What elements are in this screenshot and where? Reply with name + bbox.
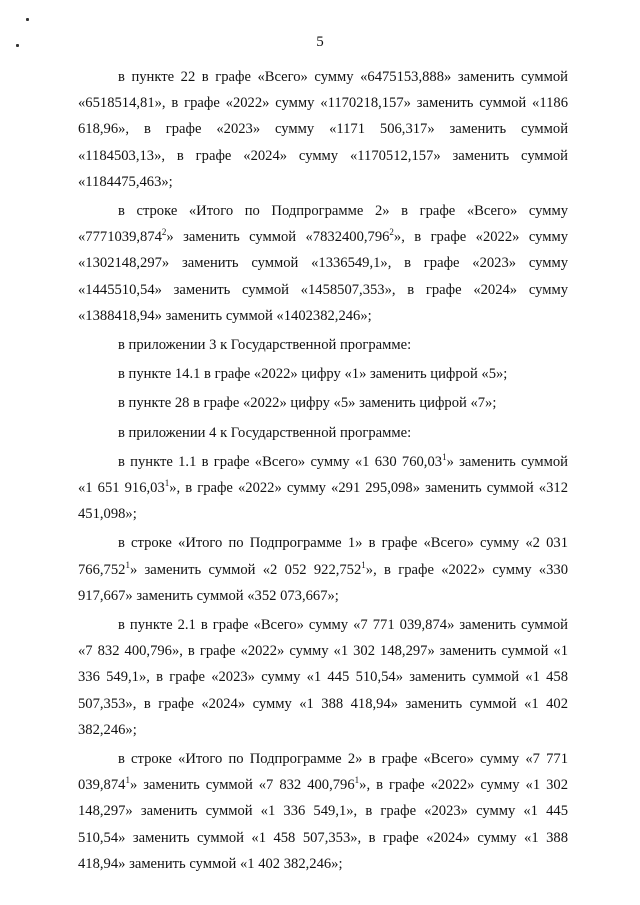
paragraph xyxy=(78,612,568,743)
paragraph xyxy=(78,746,568,877)
footnote-marker: 1 xyxy=(164,478,170,489)
paragraph xyxy=(78,64,568,195)
paragraph-text: в строке «Итого по Подпрограмме 2» в графе «Всего» сумму «7 771 039,874 xyxy=(78,751,568,794)
paragraph-text: », в графе «2022» сумму «1302148,297» заменить суммой «1336549,1», в графе «2023» сумму «1445510,54» заменить суммой «1458507,353», в графе «2024» сумму «1388418,94» заменить суммой «1402382,246»; xyxy=(78,229,569,324)
page-number: 5 xyxy=(316,34,324,50)
footnote-marker: 2 xyxy=(389,227,394,238)
document-body xyxy=(78,64,568,880)
paragraph xyxy=(78,530,568,609)
paragraph-text: в строке «Итого по Подпрограмме 2» в графе «Всего» сумму «7771039,874 xyxy=(78,203,568,246)
scan-speck xyxy=(16,44,19,47)
paragraph-text: », в графе «2022» сумму «330 917,667» заменить суммой «352 073,667»; xyxy=(78,561,568,604)
paragraph xyxy=(78,390,568,416)
paragraph-text: », в графе «2022» сумму «291 295,098» заменить суммой «312 451,098»; xyxy=(78,480,568,523)
scan-speck xyxy=(26,18,29,21)
paragraph-text: в пункте 22 в графе «Всего» сумму «6475153,888» заменить суммой «6518514,81», в графе «2022» сумму «1170218,157» заменить суммой «1186 618,96», в графе «2023» сумму «1171 506,317» заменить суммой «1184503,13», в графе «2024» сумму «1170512,157» заменить суммой «1184475,463»; xyxy=(78,69,568,190)
paragraph-text: в пункте 28 в графе «2022» цифру «5» заменить цифрой «7»; xyxy=(118,395,497,412)
paragraph-text: в пункте 14.1 в графе «2022» цифру «1» заменить цифрой «5»; xyxy=(118,366,508,383)
paragraph-text: » заменить суммой «7832400,796 xyxy=(166,229,390,246)
paragraph-text: » заменить суммой «1 651 916,03 xyxy=(78,453,568,497)
paragraph xyxy=(78,420,568,446)
footnote-marker: 1 xyxy=(354,775,360,786)
paragraph-text: в приложении 3 к Государственной программе: xyxy=(118,337,412,354)
paragraph-text: в приложении 4 к Государственной программе: xyxy=(118,424,412,441)
footnote-marker: 1 xyxy=(361,559,366,570)
footnote-marker: 2 xyxy=(161,227,167,238)
paragraph-text: » заменить суммой «2 052 922,752 xyxy=(129,561,362,578)
paragraph-text: », в графе «2022» сумму «1 302 148,297» заменить суммой «1 336 549,1», в графе «2023» сумму «1 445 510,54» заменить суммой «1 458 507,353», в графе «2024» сумму «1 388 418,94» заменить суммой «1 402 382,246»; xyxy=(78,777,569,872)
footnote-marker: 1 xyxy=(442,451,447,462)
paragraph xyxy=(78,449,568,528)
paragraph-text: в строке «Итого по Подпрограмме 1» в графе «Всего» сумму «2 031 766,752 xyxy=(78,535,568,578)
paragraph xyxy=(78,332,568,358)
paragraph-text: в пункте 2.1 в графе «Всего» сумму «7 771 039,874» заменить суммой «7 832 400,796», в графе «2022» сумму «1 302 148,297» заменить суммой «1 336 549,1», в графе «2023» сумму «1 445 510,54» заменить суммой «1 458 507,353», в графе «2024» сумму «1 388 418,94» заменить суммой «1 402 382,246»; xyxy=(78,617,568,738)
footnote-marker: 1 xyxy=(125,559,130,570)
paragraph-text: в пункте 1.1 в графе «Всего» сумму «1 630 760,03 xyxy=(118,453,443,470)
paragraph xyxy=(78,198,568,329)
footnote-marker: 1 xyxy=(125,775,130,786)
paragraph xyxy=(78,361,568,387)
paragraph-text: » заменить суммой «7 832 400,796 xyxy=(129,777,355,794)
